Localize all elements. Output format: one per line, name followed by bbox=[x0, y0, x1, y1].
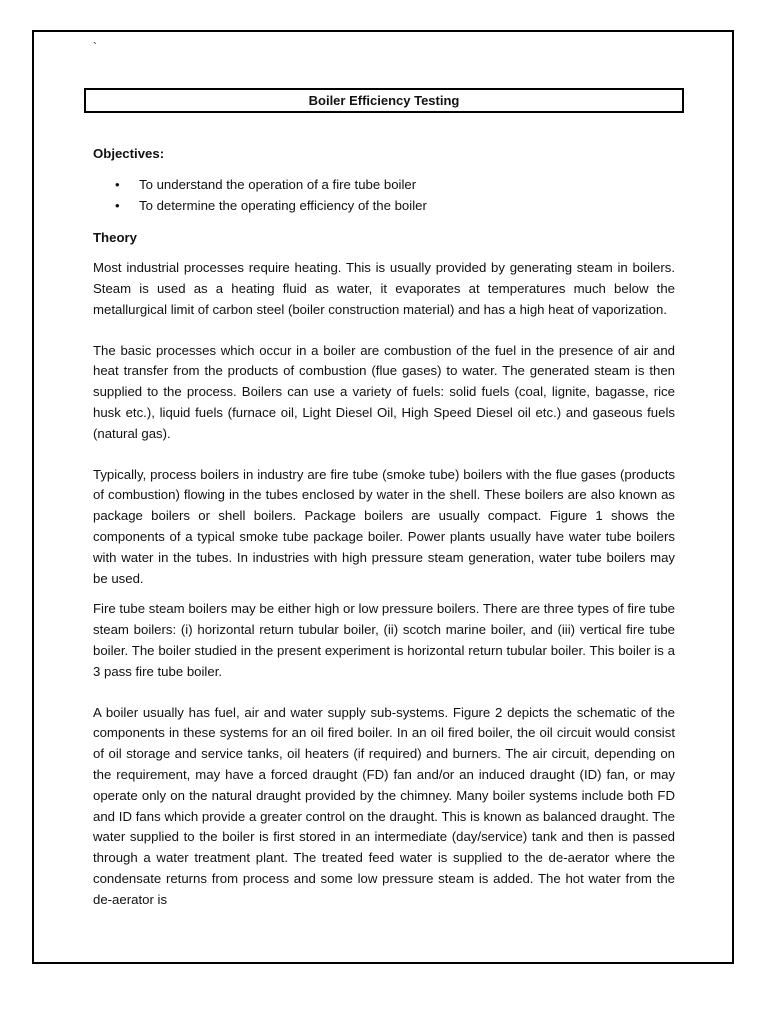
document-title bbox=[84, 88, 684, 113]
theory-paragraph: The basic processes which occur in a boiler are combustion of the fuel in the presence of air and heat transfer from the products of combustion (flue gases) to water. The generated steam is then supplied to the process. Boilers can use a variety of fuels: solid fuels (coal, lignite, bagasse, rice husk etc.), liquid fuels (furnace oil, Light Diesel Oil, High Speed Diesel oil etc.) and gaseous fuels (natural gas). bbox=[93, 342, 675, 441]
objectives-list bbox=[93, 175, 675, 217]
objective-text: To understand the operation of a fire tube boiler bbox=[139, 176, 417, 192]
list-item bbox=[93, 196, 675, 217]
theory-paragraph: A boiler usually has fuel, air and water supply sub-systems. Figure 2 depicts the schematic of the components in these systems for an oil fired boiler. In an oil fired boiler, the oil circuit would consist of oil storage and service tanks, oil heaters (if required) and burners. The air circuit, depending on the requirement, may have a forced draught (FD) fan and/or an induced draught (ID) fan, or may operate only on the natural draught provided by the chimney. Many boiler systems include both FD and ID fans which provide a greater control on the draught. This is known as balanced draught. The water supplied to the boiler is first stored in an intermediate (day/service) tank and then is passed through a water treatment plant. The treated feed water is supplied to the de-aerator where the condensate returns from process and some low pressure steam is added. The hot water from the de-aerator is bbox=[93, 704, 675, 907]
theory-heading: Theory bbox=[93, 230, 137, 246]
document-body bbox=[93, 144, 675, 911]
theory-paragraph: Fire tube steam boilers may be either high or low pressure boilers. There are three types of fire tube steam boilers: (i) horizontal return tubular boiler, (ii) scotch marine boiler, and (iii) vertical fire tube boiler. The boiler studied in the present experiment is horizontal return tubular boiler. This boiler is a 3 pass fire tube boiler. bbox=[93, 601, 675, 679]
objective-text: To determine the operating efficiency of the boiler bbox=[139, 197, 427, 213]
bullet-icon: • bbox=[115, 176, 120, 192]
theory-paragraph: Most industrial processes require heating. This is usually provided by generating steam in boilers. Steam is used as a heating fluid as water, it evaporates at temperatures much below the metallurgical limit of carbon steel (boiler construction material) and has a high heat of vaporization. bbox=[93, 260, 675, 317]
theory-paragraph: Typically, process boilers in industry are fire tube (smoke tube) boilers with the flue gases (products of combustion) flowing in the tubes enclosed by water in the shell. These boilers are also known as package boilers or shell boilers. Package boilers are usually compact. Figure 1 shows the components of a typical smoke tube package boiler. Power plants usually have water tube boilers with water in the tubes. In industries with high pressure steam generation, water tube boilers may be used. bbox=[93, 466, 675, 586]
objectives-heading: Objectives: bbox=[93, 146, 165, 161]
document-title-text: Boiler Efficiency Testing bbox=[308, 93, 460, 108]
stray-mark: ` bbox=[93, 40, 97, 54]
bullet-icon: • bbox=[115, 197, 120, 213]
list-item bbox=[93, 175, 675, 196]
